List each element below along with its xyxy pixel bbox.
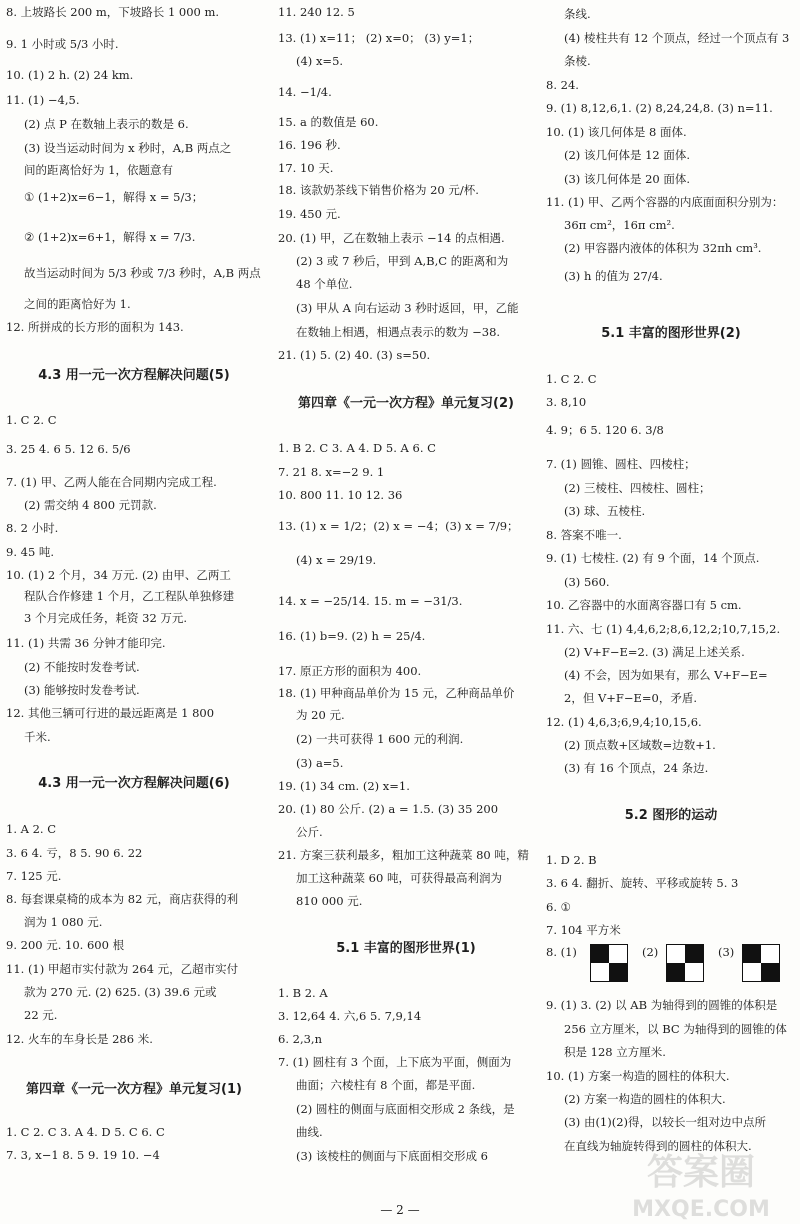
answer-line: 11. (1) 共需 36 分钟才能印完. [6,636,166,650]
answer-line: (3) 球、五棱柱. [564,504,646,518]
section-heading-ch4-review-1: 第四章《一元一次方程》单元复习(1) [26,1082,242,1097]
answer-line: 20. (1) 80 公斤. (2) a = 1.5. (3) 35 200 [278,802,499,816]
answer-line: 11. (1) 甲超市实付款为 264 元，乙超市实付 [6,962,239,976]
answer-line: (2) 点 P 在数轴上表示的数是 6. [24,117,189,131]
answer-line: 7. (1) 甲、乙两人能在合同期内完成工程. [6,475,217,489]
answer-line: 8. 每套课桌椅的成本为 82 元，商店获得的利 [6,892,239,906]
answer-line: 3 个月完成任务，耗资 32 万元. [24,611,188,625]
answer-line: 8. 24. [546,78,579,92]
answer-line: (3) 能够按时发卷考试. [24,683,140,697]
answer-line: 7. 3, x−1 8. 5 9. 19 10. −4 [6,1148,160,1162]
answer-line: 18. 该款奶茶线下销售价格为 20 元/杯. [278,183,479,197]
answer-line: 3. 25 4. 6 5. 12 6. 5/6 [6,442,131,456]
answer-line: 3. 8,10 [546,395,587,409]
answer-line: 3. 6 4. 亏，8 5. 90 6. 22 [6,846,143,860]
answer-line: 14. −1/4. [278,85,332,99]
answer-line: 17. 原正方形的面积为 400. [278,664,422,678]
answer-line: 8. 答案不唯一. [546,528,622,542]
answer-line: 10. 乙容器中的水面离容器口有 5 cm. [546,598,742,612]
answer-line: 7. 21 8. x=−2 9. 1 [278,465,385,479]
answer-line: (3) 有 16 个顶点，24 条边. [564,761,709,775]
answer-line: (3) 甲从 A 向右运动 3 秒时返回，甲，乙能 [296,301,519,315]
answer-line: ① (1+2)x=6−1，解得 x = 5/3； [24,190,204,204]
answer-line: 12. 其他三辆可行进的最远距离是 1 800 [6,706,215,720]
answer-line: 4. 9；6 5. 120 6. 3/8 [546,423,664,437]
answer-line: 6. ① [546,900,571,914]
answer-line: 13. (1) x = 1/2；(2) x = −4；(3) x = 7/9； [278,519,519,533]
answer-line: 11. (1) −4,5. [6,93,80,107]
answer-line: 13. (1) x=11； (2) x=0； (3) y=1； [278,31,480,45]
answer-line: 在数轴上相遇，相遇点表示的数为 −38. [296,325,501,339]
answer-line: (2) 需交纳 4 800 元罚款. [24,498,157,512]
answer-line: 条线. [564,7,591,21]
watermark-logo [606,1140,796,1224]
answer-line: 为 20 元. [296,708,345,722]
answer-line: (2) 一共可获得 1 600 元的利润. [296,732,464,746]
answer-line: 256 立方厘米，以 BC 为轴得到的圆锥的体 [564,1022,787,1036]
answer-line: 间的距离恰好为 1，依题意有 [24,163,173,177]
answer-line: 11. (1) 甲、乙两个容器的内底面面积分别为： [546,195,784,209]
answer-line: 在直线为轴旋转得到的圆柱的体积大. [564,1139,752,1153]
figure-3-label: (3) [718,945,735,959]
answer-line: (3) 该棱柱的侧面与下底面相交形成 6 [296,1149,488,1163]
answer-line: 18. (1) 甲种商品单价为 15 元，乙种商品单价 [278,686,515,700]
answer-line: 10. (1) 2 个月，34 万元. (2) 由甲、乙两工 [6,568,231,582]
answer-line: (2) 方案一构造的圆柱的体积大. [564,1092,726,1106]
answer-line: 36π cm²，16π cm². [564,218,675,232]
answer-line: (2) 3 或 7 秒后，甲到 A,B,C 的距离和为 [296,254,509,268]
answer-line: 1. C 2. C [6,413,57,427]
answer-line: 1. A 2. C [6,822,57,836]
section-heading-4-3-6: 4.3 用一元一次方程解决问题(6) [38,776,230,791]
answer-line: 7. (1) 圆柱有 3 个面，上下底为平面，侧面为 [278,1055,512,1069]
answer-line: 公斤. [296,825,323,839]
answer-line: 3. 12,64 4. 六,6 5. 7,9,14 [278,1009,422,1023]
answer-line: 16. 196 秒. [278,138,341,152]
answer-line: 7. 125 元. [6,869,62,883]
figure-2-label: (2) [642,945,659,959]
answer-line: 19. 450 元. [278,207,341,221]
watermark-line-1: 答案圈 [646,1152,756,1193]
answer-line: (2) 该几何体是 12 面体. [564,148,691,162]
answer-line: (3) 该几何体是 20 面体. [564,172,691,186]
figure-3-grid [742,944,780,982]
section-heading-ch4-review-2: 第四章《一元一次方程》单元复习(2) [298,396,514,411]
answer-line: (4) 不会，因为如果有，那么 V+F−E= [564,668,768,682]
page-number: — 2 — [380,1203,420,1217]
answer-line: 11. 240 12. 5 [278,5,355,19]
answer-line: 款为 270 元. (2) 625. (3) 39.6 元或 [24,985,217,999]
answer-line: 千米. [24,730,51,744]
answer-line: (4) x=5. [296,54,344,68]
answer-line: 20. (1) 甲，乙在数轴上表示 −14 的点相遇. [278,231,505,245]
answer-line: 8. 2 小时. [6,521,59,535]
answer-line: 1. C 2. C 3. A 4. D 5. C 6. C [6,1125,165,1139]
answer-line: ② (1+2)x=6+1，解得 x = 7/3. [24,230,196,244]
figure-1-grid [590,944,628,982]
answer-line: 9. 200 元. 10. 600 根 [6,938,125,952]
answer-line: 48 个单位. [296,277,353,291]
answer-line: (3) 由(1)(2)得，以较长一组对边中点所 [564,1115,767,1129]
answer-line: 12. 火车的车身长是 286 米. [6,1032,153,1046]
answer-line: (2) 顶点数+区域数=边数+1. [564,738,716,752]
answer-line: 6. 2,3,n [278,1032,322,1046]
figure-2-grid [666,944,704,982]
answer-line: 3. 6 4. 翻折、旋转、平移或旋转 5. 3 [546,876,739,890]
answer-line: 9. 45 吨. [6,545,55,559]
answer-line: 15. a 的数值是 60. [278,115,379,129]
answer-line: 加工这种蔬菜 60 吨，可获得最高利润为 [296,871,502,885]
section-heading-5-2: 5.2 图形的运动 [624,808,718,823]
answer-line: 1. C 2. C [546,372,597,386]
section-heading-5-1-1: 5.1 丰富的图形世界(1) [336,941,476,956]
answer-line: 之间的距离恰好为 1. [24,297,131,311]
answer-line: 程队合作修建 1 个月，乙工程队单独修建 [24,589,235,603]
answer-line: 12. (1) 4,6,3;6,9,4;10,15,6. [546,715,702,729]
answer-line: 2，但 V+F−E=0，矛盾. [564,691,698,705]
answer-line: 8. 上坡路长 200 m，下坡路长 1 000 m. [6,5,220,19]
answer-line: 10. 800 11. 10 12. 36 [278,488,403,502]
section-heading-5-1-2: 5.1 丰富的图形世界(2) [601,326,741,341]
section-heading-4-3-5: 4.3 用一元一次方程解决问题(5) [38,368,230,383]
answer-line: 7. (1) 圆锥、圆柱、四棱柱； [546,457,696,471]
answer-line: 21. (1) 5. (2) 40. (3) s=50. [278,348,431,362]
answer-line: 22 元. [24,1008,58,1022]
answer-line: 1. B 2. C 3. A 4. D 5. A 6. C [278,441,436,455]
answer-line: 19. (1) 34 cm. (2) x=1. [278,779,410,793]
answer-line: (2) 圆柱的侧面与底面相交形成 2 条线，是 [296,1102,515,1116]
answer-line: 810 000 元. [296,894,363,908]
answer-line: 故当运动时间为 5/3 秒或 7/3 秒时，A,B 两点 [24,266,261,280]
answer-line: 9. 1 小时或 5/3 小时. [6,37,119,51]
answer-line: 11. 六、七 (1) 4,4,6,2;8,6,12,2;10,7,15,2. [546,622,781,636]
answer-line: 8. (1) [546,945,577,959]
watermark-line-2: MXQE.COM [632,1197,770,1222]
answer-line: (2) 甲容器内液体的体积为 32πh cm³. [564,241,762,255]
answer-line: 9. (1) 七棱柱. (2) 有 9 个面，14 个顶点. [546,551,760,565]
answer-line: 21. 方案三获利最多，粗加工这种蔬菜 80 吨，精 [278,848,529,862]
answer-line: 1. B 2. A [278,986,328,1000]
answer-line: 7. 104 平方米 [546,923,621,937]
answer-line: 17. 10 天. [278,161,334,175]
answer-line: (4) 棱柱共有 12 个顶点，经过一个顶点有 3 [564,31,790,45]
answer-line: 曲面；六棱柱有 8 个面，都是平面. [296,1078,476,1092]
answer-line: (3) h 的值为 27/4. [564,269,663,283]
answer-line: 9. (1) 8,12,6,1. (2) 8,24,24,8. (3) n=11. [546,101,773,115]
answer-line: (3) 560. [564,575,610,589]
answer-line: (2) 三棱柱、四棱柱、圆柱； [564,481,711,495]
answer-line: 9. (1) 3. (2) 以 AB 为轴得到的圆锥的体积是 [546,998,778,1012]
answer-line: 条棱. [564,54,591,68]
answer-line: 积是 128 立方厘米. [564,1045,666,1059]
answer-line: 10. (1) 2 h. (2) 24 km. [6,68,134,82]
answer-line: 曲线. [296,1125,323,1139]
answer-line: 10. (1) 方案一构造的圆柱的体积大. [546,1069,730,1083]
answer-line: 1. D 2. B [546,853,597,867]
answer-line: (4) x = 29/19. [296,553,377,567]
answer-line: (3) a=5. [296,756,344,770]
answer-line: (3) 设当运动时间为 x 秒时，A,B 两点之 [24,141,232,155]
answer-line: (2) V+F−E=2. (3) 满足上述关系. [564,645,745,659]
answer-line: 14. x = −25/14. 15. m = −31/3. [278,594,463,608]
answer-line: 10. (1) 该几何体是 8 面体. [546,125,687,139]
answer-line: 16. (1) b=9. (2) h = 25/4. [278,629,426,643]
answer-line: 润为 1 080 元. [24,915,103,929]
answer-line: 12. 所拼成的长方形的面积为 143. [6,320,184,334]
answer-line: (2) 不能按时发卷考试. [24,660,140,674]
